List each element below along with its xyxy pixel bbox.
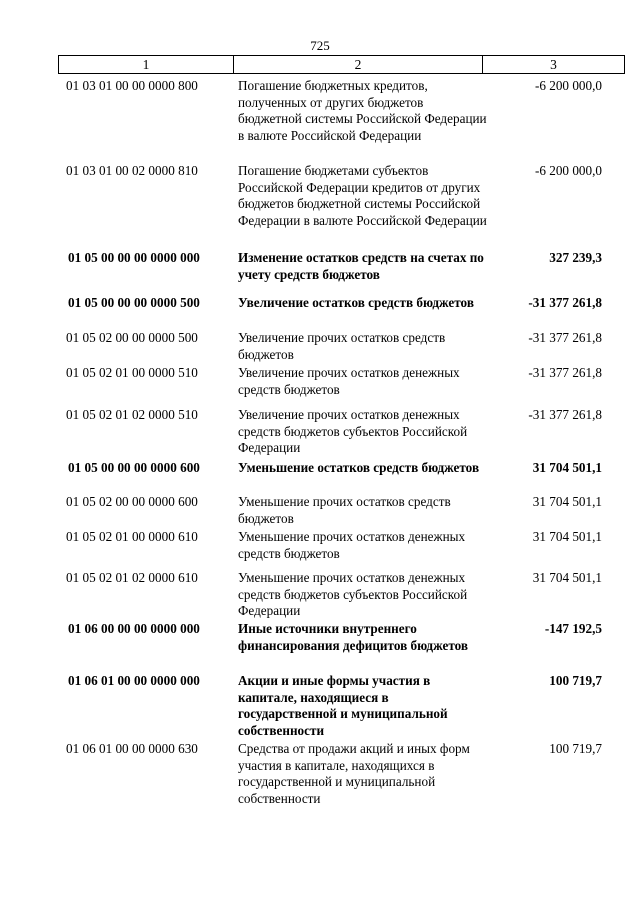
budget-code: 01 03 01 00 00 0000 800 — [66, 78, 198, 93]
item-name: Иные источники внутреннего финансирования дефицитов бюджетов — [238, 621, 469, 653]
amount: 31 704 501,1 — [532, 529, 602, 544]
page-number: 725 — [310, 38, 330, 53]
budget-code: 01 06 01 00 00 0000 000 — [68, 673, 200, 688]
budget-code: 01 05 00 00 00 0000 500 — [68, 295, 200, 310]
amount: -6 200 000,0 — [534, 78, 602, 93]
item-name: Уменьшение прочих остатков средств бюджетов — [238, 494, 451, 526]
budget-code: 01 05 02 01 00 0000 510 — [66, 365, 198, 380]
amount: -147 192,5 — [544, 621, 602, 636]
amount: -31 377 261,8 — [528, 407, 602, 422]
amount: 100 719,7 — [549, 673, 602, 688]
item-name: Увеличение остатков средств бюджетов — [238, 295, 474, 310]
column-header-name: 2 — [234, 56, 483, 73]
amount: -31 377 261,8 — [528, 295, 602, 310]
budget-code: 01 05 02 00 00 0000 500 — [66, 330, 198, 345]
amount: 31 704 501,1 — [532, 460, 602, 475]
budget-code: 01 05 00 00 00 0000 600 — [68, 460, 200, 475]
item-name: Уменьшение прочих остатков денежных средств бюджетов — [238, 529, 466, 561]
amount: -31 377 261,8 — [528, 330, 602, 345]
item-name: Увеличение прочих остатков денежных средств бюджетов — [238, 365, 460, 397]
budget-code: 01 05 02 01 02 0000 610 — [66, 570, 198, 585]
amount: -31 377 261,8 — [528, 365, 602, 380]
amount: 100 719,7 — [549, 741, 602, 756]
amount: 31 704 501,1 — [532, 494, 602, 509]
column-header-code: 1 — [59, 56, 234, 73]
budget-code: 01 05 02 00 00 0000 600 — [66, 494, 198, 509]
budget-code: 01 05 02 01 02 0000 510 — [66, 407, 198, 422]
budget-code: 01 06 00 00 00 0000 000 — [68, 621, 200, 636]
budget-code: 01 05 02 01 00 0000 610 — [66, 529, 198, 544]
item-name: Погашение бюджетами субъектов Российской Федерации кредитов от других бюджетов бюджетной системы Российской Федерации в валюте Российской Федерации — [238, 163, 487, 228]
item-name: Средства от продажи акций и иных форм участия в капитале, находящихся в государственной и муниципальной собственности — [238, 741, 470, 806]
table-header — [58, 55, 625, 74]
budget-code: 01 05 00 00 00 0000 000 — [68, 250, 200, 265]
amount: -6 200 000,0 — [534, 163, 602, 178]
item-name: Акции и иные формы участия в капитале, находящиеся в государственной и муниципальной собственности — [238, 673, 448, 738]
item-name: Увеличение прочих остатков средств бюджетов — [238, 330, 446, 362]
item-name: Уменьшение остатков средств бюджетов — [238, 460, 480, 475]
amount: 327 239,3 — [549, 250, 602, 265]
column-header-amount: 3 — [550, 57, 557, 72]
item-name: Увеличение прочих остатков денежных средств бюджетов субъектов Российской Федерации — [238, 407, 468, 456]
budget-code: 01 06 01 00 00 0000 630 — [66, 741, 198, 756]
item-name: Изменение остатков средств на счетах по учету средств бюджетов — [238, 250, 484, 282]
item-name: Уменьшение прочих остатков денежных средств бюджетов субъектов Российской Федерации — [238, 570, 468, 619]
amount: 31 704 501,1 — [532, 570, 602, 585]
budget-code: 01 03 01 00 02 0000 810 — [66, 163, 198, 178]
item-name: Погашение бюджетных кредитов, полученных от других бюджетов бюджетной системы Российской Федерации в валюте Российской Федерации — [238, 78, 487, 143]
